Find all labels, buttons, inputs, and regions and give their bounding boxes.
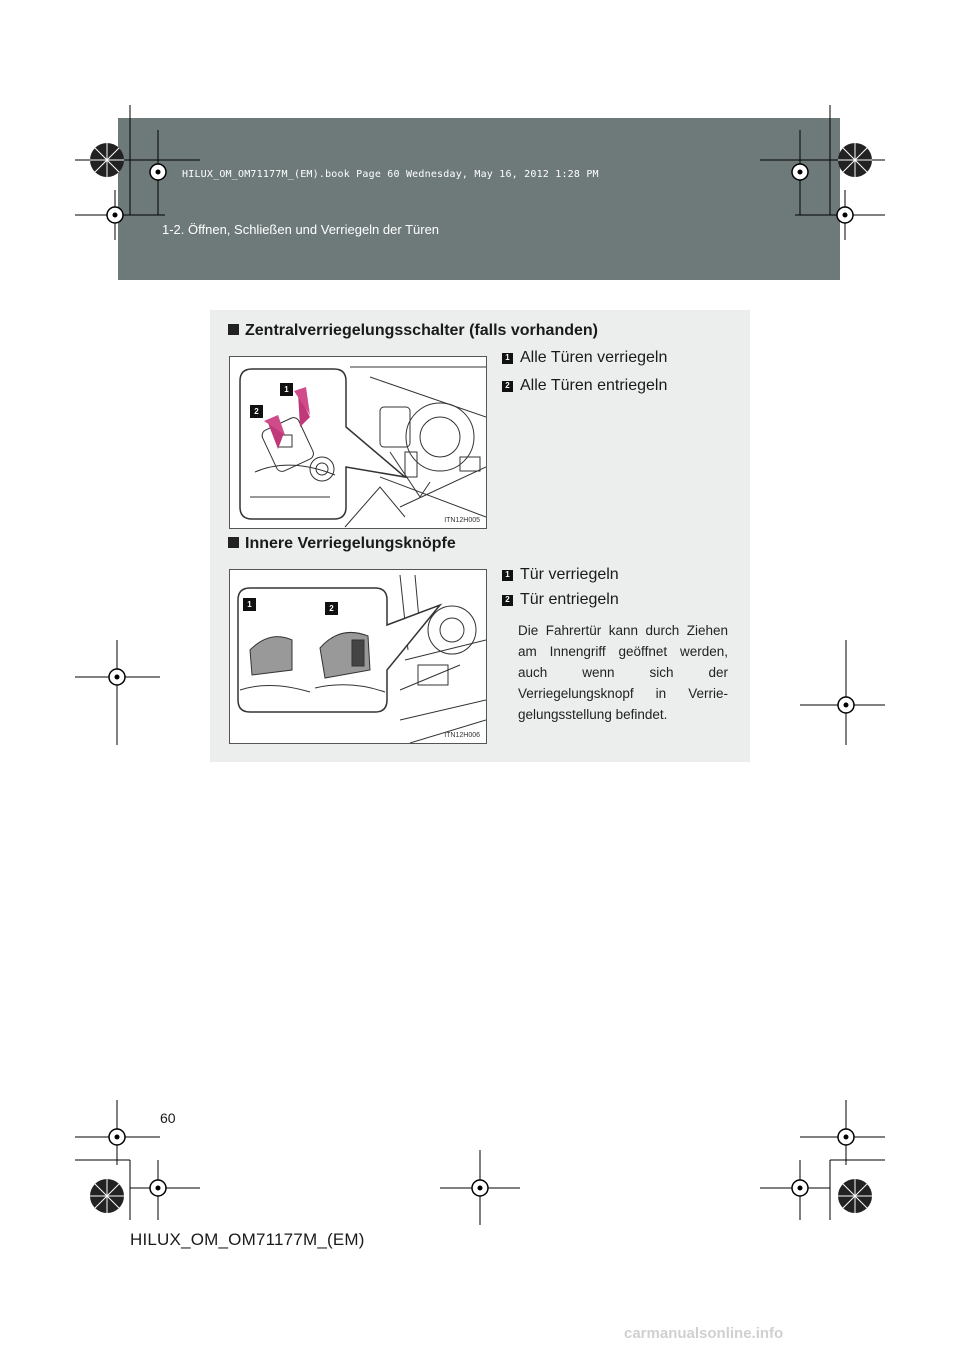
- figure-code: ITN12H005: [444, 517, 480, 524]
- item-label: Tür entriegeln: [520, 591, 619, 608]
- heading-inner-lock-knobs: [228, 535, 456, 553]
- watermark: carmanualsonline.info: [624, 1325, 784, 1342]
- square-bullet-icon: [228, 324, 239, 335]
- item-label: Alle Türen entriegeln: [520, 377, 668, 394]
- section-title: 1-2. Öffnen, Schließen und Verriegeln der Türen: [162, 222, 440, 237]
- callout-1: 1: [247, 599, 252, 609]
- figure-code: ITN12H006: [444, 732, 480, 739]
- list-item: [502, 566, 619, 584]
- callout-1: 1: [284, 384, 289, 394]
- list-item: [502, 377, 667, 395]
- note-paragraph: Die Fahrertür kann durch Ziehen am Innengriff geöffnet werden, auch wenn sich der Verriegelungsknopf in Verriegelungsstellung befindet.: [518, 623, 728, 722]
- file-stamp: HILUX_OM_OM71177M_(EM).book Page 60 Wednesday, May 16, 2012 1:28 PM: [182, 169, 599, 180]
- callout-2: 2: [254, 406, 259, 416]
- document-code: HILUX_OM_OM71177M_(EM): [130, 1230, 365, 1249]
- heading-text: Innere Verriegelungsknöpfe: [245, 535, 456, 552]
- list-item: [502, 349, 667, 367]
- item-label: Tür verriegeln: [520, 566, 619, 583]
- number-badge: 2: [502, 595, 513, 606]
- number-badge: 1: [502, 570, 513, 581]
- header-band: [118, 118, 840, 280]
- number-badge: 2: [502, 381, 513, 392]
- heading-text: Zentralverriegelungsschalter (falls vorhanden): [245, 322, 598, 339]
- item-label: Alle Türen verriegeln: [520, 349, 668, 366]
- list-item: [502, 591, 619, 609]
- square-bullet-icon: [228, 537, 239, 548]
- figure-inner-lock-knobs: [229, 569, 487, 744]
- callout-2: 2: [329, 603, 334, 613]
- heading-central-locking: [228, 322, 598, 340]
- figure-central-locking-switch: [229, 356, 487, 529]
- lock-knobs-illustration: [230, 570, 486, 743]
- page-number: 60: [160, 1110, 176, 1126]
- number-badge: 1: [502, 353, 513, 364]
- central-locking-illustration: [230, 357, 486, 528]
